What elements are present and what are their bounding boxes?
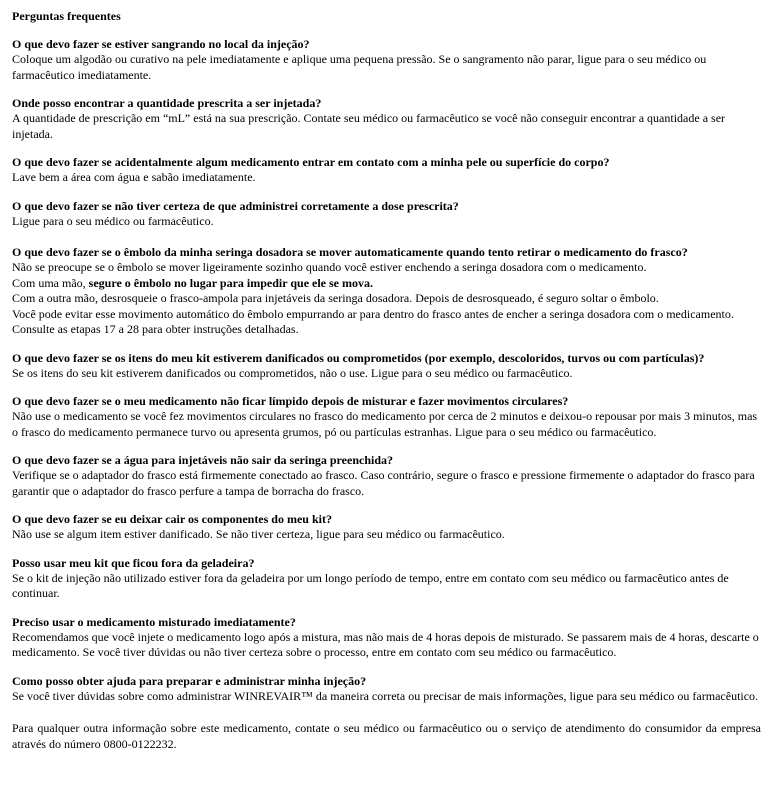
faq-question: O que devo fazer se o êmbolo da minha seringa dosadora se mover automaticamente quando tento retirar o medicamento do frasco?: [12, 245, 688, 259]
faq-question: Posso usar meu kit que ficou fora da geladeira?: [12, 555, 255, 570]
faq-question: O que devo fazer se os itens do meu kit estiverem danificados ou comprometidos (por exemplo, descoloridos, turvos ou com partículas)?: [12, 350, 705, 365]
faq-item-plunger-moves: [12, 245, 761, 338]
faq-answer: Se o kit de injeção não utilizado estiver fora da geladeira por um longo período de tempo, entre em contato com seu médico ou farmacêutico antes de continuar.: [12, 570, 729, 600]
faq-answer: Não use se algum item estiver danificado. Se não tiver certeza, ligue para seu médico ou farmacêutico.: [12, 527, 505, 541]
faq-answer: Recomendamos que você injete o medicamento logo após a mistura, mas não mais de 4 horas depois de misturado. Se passarem mais de 4 horas, descarte o medicamento. Se você tiver dúvidas ou não tiver certeza sobre o processo, entre em contato com seu médico ou farmacêutico.: [12, 629, 759, 659]
faq-item-not-clear: [12, 394, 761, 440]
faq-answer-instruction-prefix: Com uma mão,: [12, 275, 89, 290]
faq-item-use-immediately: [12, 615, 761, 661]
faq-question: Preciso usar o medicamento misturado imediatamente?: [12, 614, 296, 629]
faq-question: Onde posso encontrar a quantidade prescrita a ser injetada?: [12, 96, 322, 110]
faq-answer: Se os itens do seu kit estiverem danificados ou comprometidos, não o use. Ligue para o seu médico ou farmacêutico.: [12, 365, 573, 380]
faq-answer-emphasis: segure o êmbolo no lugar para impedir que ele se mova.: [88, 275, 373, 290]
faq-item-prescribed-amount: [12, 96, 761, 142]
faq-item-dose-uncertain: [12, 199, 761, 230]
faq-question: O que devo fazer se eu deixar cair os componentes do meu kit?: [12, 512, 332, 526]
faq-item-damaged-kit: [12, 351, 761, 382]
faq-answer: Coloque um algodão ou curativo na pele imediatamente e aplique uma pequena pressão. Se o sangramento não parar, ligue para o seu médico ou farmacêutico imediatamente.: [12, 52, 707, 82]
faq-item-get-help: [12, 674, 761, 705]
faq-item-bleeding: [12, 37, 761, 83]
faq-answer: Verifique se o adaptador do frasco está firmemente conectado ao frasco. Caso contrário, segure o frasco e pressione firmemente o adaptador do frasco para garantir que o adaptador do frasco perfure a tampa de borracha do frasco.: [12, 468, 755, 498]
faq-question: O que devo fazer se estiver sangrando no local da injeção?: [12, 37, 310, 51]
faq-answer: Lave bem a área com água e sabão imediatamente.: [12, 170, 256, 184]
faq-answer-instruction: [12, 276, 761, 292]
faq-question: O que devo fazer se acidentalmente algum medicamento entrar em contato com a minha pele ou superfície do corpo?: [12, 155, 610, 169]
faq-answer: Com a outra mão, desrosqueie o frasco-ampola para injetáveis da seringa dosadora. Depois de desrosqueado, é seguro soltar o êmbolo.: [12, 291, 659, 305]
faq-answer: Ligue para o seu médico ou farmacêutico.: [12, 213, 214, 228]
faq-item-dropped-kit: [12, 512, 761, 543]
faq-answer: Não use o medicamento se você fez movimentos circulares no frasco do medicamento por cerca de 2 minutos e deixou-o repousar por mais 3 minutos, mas o frasco do medicamento permanece turvo ou apresenta grumos, pó ou partículas estranhas. Ligue para o seu médico ou farmacêutico.: [12, 409, 758, 439]
faq-question: O que devo fazer se o meu medicamento não ficar límpido depois de misturar e fazer movimentos circulares?: [12, 394, 569, 408]
page-title: Perguntas frequentes: [12, 9, 121, 23]
faq-answer: Se você tiver dúvidas sobre como administrar WINREVAIR™ da maneira correta ou precisar de mais informações, ligue para seu médico ou farmacêutico.: [12, 688, 759, 703]
faq-item-out-of-fridge: [12, 556, 761, 602]
faq-item-skin-contact: [12, 155, 761, 186]
faq-item-water-stuck: [12, 453, 761, 499]
faq-answer: A quantidade de prescrição em “mL” está na sua prescrição. Contate seu médico ou farmacêutico se você não conseguir encontrar a quantidade a ser injetada.: [12, 111, 726, 141]
faq-answer: Não se preocupe se o êmbolo se mover ligeiramente sozinho quando você estiver enchendo a seringa dosadora com o medicamento.: [12, 260, 647, 274]
faq-question: O que devo fazer se a água para injetáveis não sair da seringa preenchida?: [12, 453, 393, 467]
faq-answer: Você pode evitar esse movimento automático do êmbolo empurrando ar para dentro do frasco antes de encher a seringa dosadora com o medicamento. Consulte as etapas 17 a 28 para obter instruções detalhadas.: [12, 306, 734, 336]
faq-question: Como posso obter ajuda para preparar e administrar minha injeção?: [12, 673, 367, 688]
contact-footer: Para qualquer outra informação sobre este medicamento, contate o seu médico ou farmacêutico ou o serviço de atendimento do consumidor da empresa através do número 0800-0122232.: [12, 721, 761, 751]
faq-question: O que devo fazer se não tiver certeza de que administrei corretamente a dose prescrita?: [12, 198, 459, 213]
